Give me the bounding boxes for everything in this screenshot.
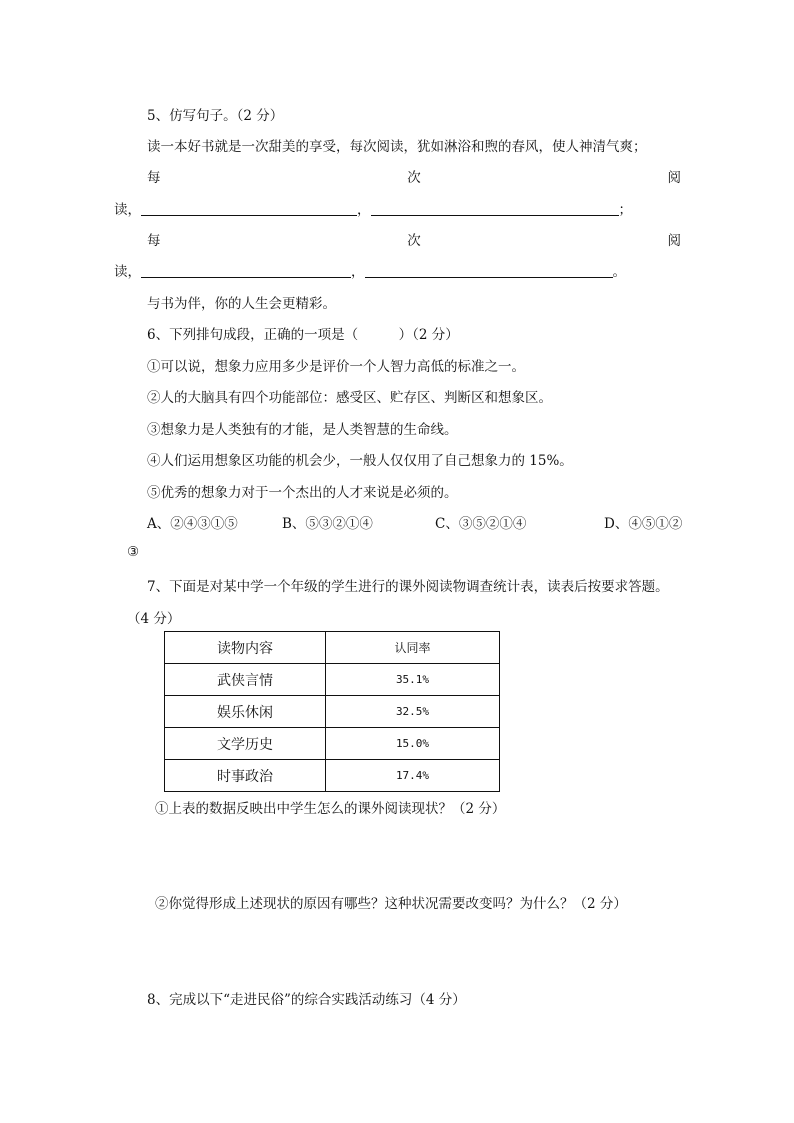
q7-title: 7、下面是对某中学一个年级的学生进行的课外阅读物调查统计表，读表后按要求答题。 [147,579,669,595]
q5-blank-2[interactable] [371,201,619,216]
q5-frame2-left: 每 [147,233,161,249]
table-cell-rate: 32.5% [326,696,500,728]
q5-frame1-lead: 读， [114,202,141,218]
table-cell-rate: 35.1% [326,664,500,696]
q6-option-c[interactable]: C、③⑤②①④ [435,516,527,532]
q5-frame1-end: ； [618,202,632,218]
table-cell-content: 文学历史 [165,728,326,760]
q5-blank-1[interactable] [141,201,357,216]
table-cell-content: 武侠言情 [165,664,326,696]
q5-frame1-sep: ， [357,202,371,218]
table-row [165,664,500,696]
q6-option-a[interactable]: A、②④③①⑤ [147,516,238,532]
table-row [165,728,500,760]
q5-frame1-right: 阅 [667,170,681,186]
q5-frame1-spread [147,166,681,186]
reading-survey-table [164,631,500,792]
q5-title: 5、仿写句子。（2 分） [147,108,284,124]
q6-item-2: ②人的大脑具有四个功能部位：感受区、贮存区、判断区和想象区。 [147,390,552,406]
table-row [165,696,500,728]
table-header-row [165,632,500,664]
table-cell-content: 时事政治 [165,760,326,792]
q8-title: 8、完成以下“走进民俗”的综合实践活动练习（4 分） [147,992,466,1008]
q5-frame2-right: 阅 [667,233,681,249]
table-cell-rate: 17.4% [326,760,500,792]
q6-option-d[interactable]: D、④⑤①② [604,516,683,532]
q5-frame2-answer-line [114,260,626,280]
q5-blank-3[interactable] [141,263,351,278]
table-cell-content: 娱乐休闲 [165,696,326,728]
q6-option-b[interactable]: B、⑤③②①④ [282,516,373,532]
q6-item-3: ③想象力是人类独有的才能，是人类智慧的生命线。 [147,422,458,438]
q5-frame2-spread [147,229,681,249]
q6-item-5: ⑤优秀的想象力对于一个杰出的人才来说是必须的。 [147,485,458,501]
q5-frame2-lead: 读， [114,264,141,280]
q6-option-d-wrap: ③ [127,544,140,560]
table-row [165,760,500,792]
table-header-content: 读物内容 [165,632,326,664]
q5-frame1-left: 每 [147,170,161,186]
q7-sub-question-2: ②你觉得形成上述现状的原因有哪些？这种状况需要改变吗？为什么？（2 分） [155,896,627,912]
q5-blank-4[interactable] [365,263,613,278]
q5-frame1-mid: 次 [407,170,421,186]
q6-item-1: ①可以说，想象力应用多少是评价一个人智力高低的标准之一。 [147,359,525,375]
q5-frame2-end: 。 [612,264,626,280]
table-cell-rate: 15.0% [326,728,500,760]
q5-frame1-answer-line [114,198,632,218]
q6-title: 6、下列排句成段，正确的一项是（ ）（2 分） [147,327,459,343]
table-header-rate: 认同率 [326,632,500,664]
q6-item-4: ④人们运用想象区功能的机会少，一般人仅仅用了自己想象力的 15%。 [147,453,573,469]
q5-model-sentence: 读一本好书就是一次甜美的享受，每次阅读，犹如淋浴和煦的春风，使人神清气爽； [147,139,647,155]
q7-title-wrap: （4 分） [127,611,181,627]
q7-sub-question-1: ①上表的数据反映出中学生怎么的课外阅读现状？（2 分） [155,801,506,817]
q5-closing: 与书为伴，你的人生会更精彩。 [147,296,336,312]
q5-frame2-mid: 次 [407,233,421,249]
q5-frame2-sep: ， [351,264,365,280]
